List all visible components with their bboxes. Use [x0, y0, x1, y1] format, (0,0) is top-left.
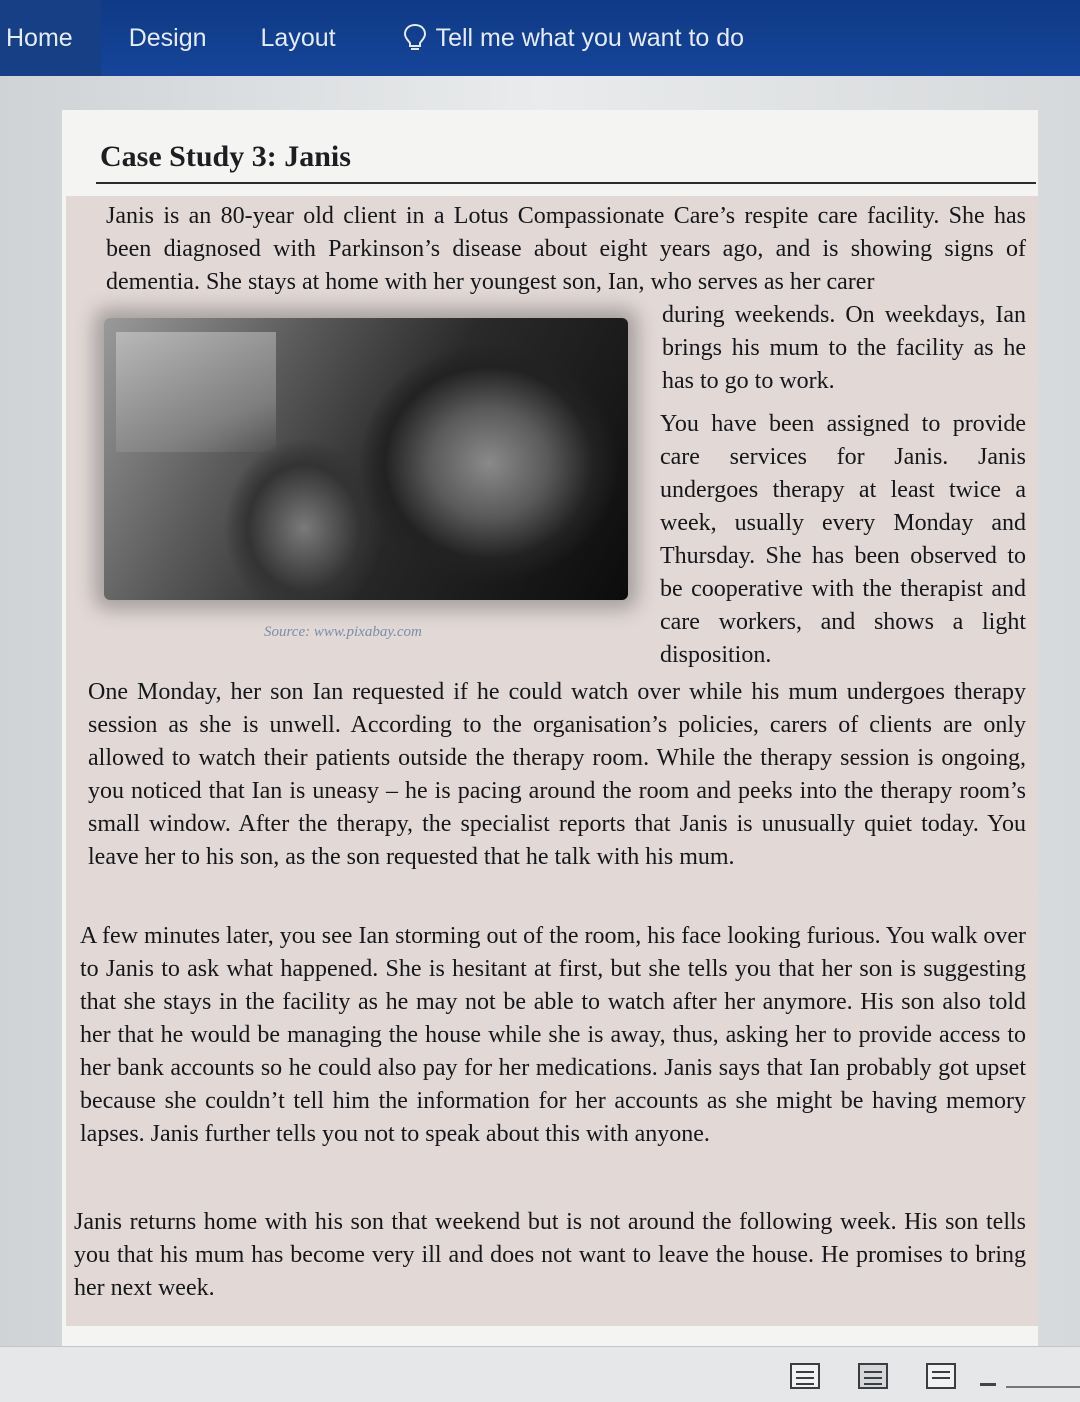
tell-me-search[interactable] — [402, 23, 745, 53]
read-mode-icon[interactable] — [790, 1363, 820, 1389]
paragraph-intro-continued: during weekends. On weekdays, Ian brings his mum to the facility as he has to go to work. — [662, 302, 1026, 394]
tab-design[interactable]: Design — [128, 23, 207, 52]
status-bar — [0, 1346, 1080, 1402]
paragraph-minutes-later: A few minutes later, you see Ian storming out of the room, his face looking furious. You walk over to Janis to ask what happened. She is hesitant at first, but she tells you that her son is suggesting that she stays in the facility as he may not be able to watch after her anymore. His son also told her that he would be managing the house while she is away, thus, asking her to provide access to her bank accounts so he could also pay for her medications. Janis says that Ian probably got upset because she couldn’t tell him the information for her accounts as she might be having memory lapses. Janis further tells you not to speak about this with anyone. — [80, 923, 1026, 1147]
case-study-heading: Case Study 3: Janis — [100, 140, 351, 173]
tab-layout[interactable]: Layout — [260, 23, 336, 52]
ribbon-tab-bar — [0, 0, 1080, 76]
elderly-woman-photo[interactable] — [104, 318, 628, 600]
photo-window-highlight — [116, 332, 276, 452]
tab-home[interactable]: Home — [0, 0, 101, 76]
tell-me-label: Tell me what you want to do — [435, 23, 745, 52]
heading-rule — [96, 182, 1036, 184]
zoom-out-button[interactable] — [980, 1383, 996, 1386]
zoom-slider[interactable] — [1006, 1386, 1080, 1388]
paragraph-assignment: You have been assigned to provide care services for Janis. Janis undergoes therapy at least twice a week, usually every Monday and Thursday. She has been observed to be cooperative with the therapist and care workers, and shows a light disposition. — [660, 411, 1026, 668]
print-layout-icon[interactable] — [858, 1363, 888, 1389]
paragraph-intro: Janis is an 80-year old client in a Lotus Compassionate Care’s respite care facility. She has been diagnosed with Parkinson’s disease about eight years ago, and is showing signs of dementia. She stays at home with her youngest son, Ian, who serves as her carer — [106, 203, 1026, 295]
web-layout-icon[interactable] — [926, 1363, 956, 1389]
paragraph-returns-home: Janis returns home with his son that weekend but is not around the following week. His son tells you that his mum has become very ill and does not want to leave the house. He promises to bring her next week. — [74, 1209, 1026, 1301]
lightbulb-icon — [402, 23, 428, 53]
photo-caption: Source: www.pixabay.com — [264, 624, 422, 640]
paragraph-monday: One Monday, her son Ian requested if he could watch over while his mum undergoes therapy session as she is unwell. According to the organisation’s policies, carers of clients are only allowed to watch their patients outside the therapy room. While the therapy session is ongoing, you noticed that Ian is uneasy – he is pacing around the room and peeks into the therapy room’s small window. After the therapy, the specialist reports that Janis is unusually quiet today. You leave her to his son, as the son requested that he talk with his mum. — [88, 679, 1026, 870]
